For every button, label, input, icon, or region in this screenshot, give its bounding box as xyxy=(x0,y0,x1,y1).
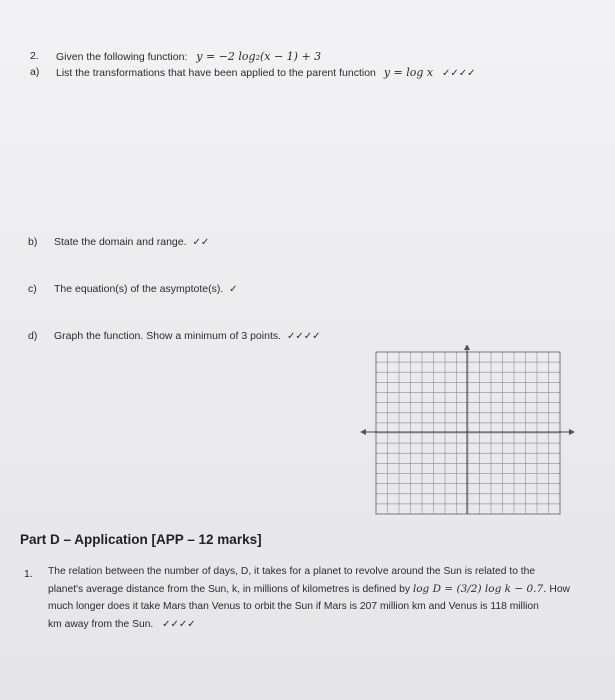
question-number: 2. xyxy=(30,50,39,62)
planet-equation: log D = (3/2) log k − 0.7. xyxy=(412,582,547,595)
part-b-prompt xyxy=(54,236,209,248)
question-intro xyxy=(56,50,321,63)
part-c-marks: ✓ xyxy=(229,284,238,295)
question-line-1: The relation between the number of days, D, it takes for a planet to revolve around the Sun is related to the xyxy=(48,566,536,577)
part-a-marks: ✓✓✓✓ xyxy=(442,68,476,79)
part-c-prompt xyxy=(54,283,238,295)
function-expression: y = −2 log₂(x − 1) + 3 xyxy=(196,50,322,63)
question-intro-text: Given the following function: xyxy=(56,51,188,63)
part-b-letter: b) xyxy=(28,236,38,248)
question-line-2-end: How xyxy=(549,583,570,595)
question-line-3: much longer does it take Mars than Venus to orbit the Sun if Mars is 207 million km and Venus is 118 million xyxy=(48,601,539,612)
part-a-prompt xyxy=(56,66,476,79)
part-a-text: List the transformations that have been applied to the parent function xyxy=(56,67,376,79)
question-line-4 xyxy=(48,616,583,634)
part-a-letter: a) xyxy=(30,66,40,78)
question-line-4-text: km away from the Sun. xyxy=(48,618,154,630)
coordinate-grid xyxy=(360,345,575,517)
part-d-prompt xyxy=(54,330,320,342)
question-line-2 xyxy=(48,581,583,599)
part-b-text: State the domain and range. xyxy=(54,236,187,248)
application-question-number: 1. xyxy=(24,568,33,580)
section-heading: Part D – Application [APP – 12 marks] xyxy=(20,532,262,547)
question-line-2-text: planet's average distance from the Sun, k, in millions of kilometres is defined by xyxy=(48,583,410,595)
part-d-text: Graph the function. Show a minimum of 3 points. xyxy=(54,330,282,342)
part-c-text: The equation(s) of the asymptote(s). xyxy=(54,283,224,295)
grid-lines xyxy=(376,352,560,514)
part-c-letter: c) xyxy=(28,283,37,295)
part-b-marks: ✓✓ xyxy=(192,237,210,248)
part-d-marks: ✓✓✓✓ xyxy=(286,331,321,342)
application-question-text xyxy=(48,563,583,633)
parent-function: y = log x xyxy=(383,66,434,79)
part-d-letter: d) xyxy=(28,330,38,342)
application-marks: ✓✓✓✓ xyxy=(162,618,196,630)
